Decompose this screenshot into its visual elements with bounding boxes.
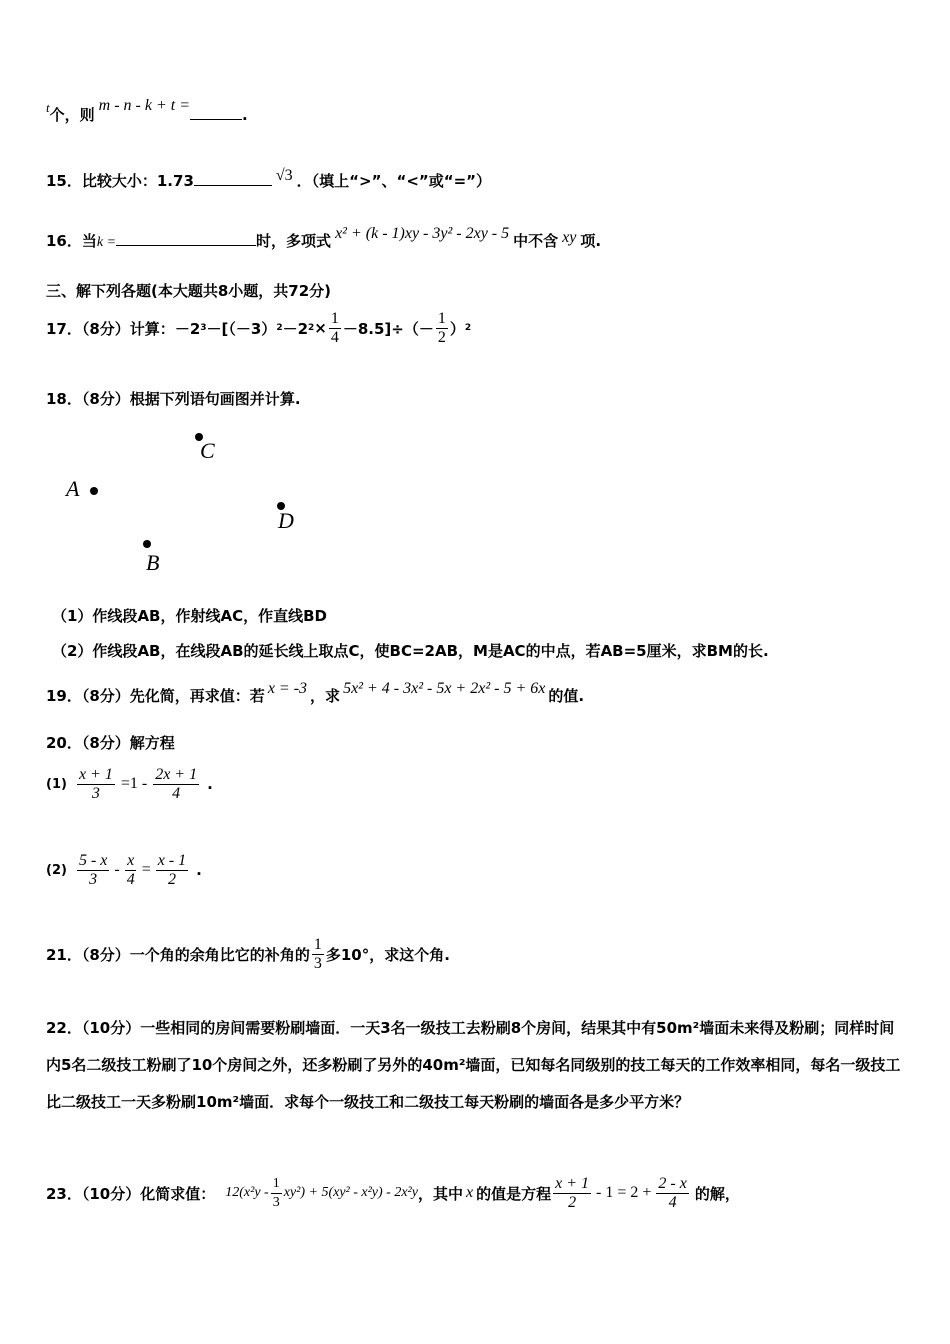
- point-c-label: C: [200, 438, 215, 463]
- question-16: 16．当k = 时，多项式 x² + (k - 1)xy - 3y² - 2xy - 5 中不含 xy 项.: [46, 225, 602, 250]
- question-22: 22．（10分）一些相同的房间需要粉刷墙面．一天3名一级技工去粉刷8个房间，结果其中有50m²墙面未来得及粉刷；同样时间内5名二级技工粉刷了10个房间之外，还多粉刷了另外的40m²墙面，已知每名同级别的技工每天的工作效率相同，每名一级技工比二级技工一天多粉刷10m²墙面．求每个一级技工和二级技工每天粉刷的墙面各是多少平方米？: [46, 1019, 901, 1111]
- question-23: 23．（10分）化简求值： 12(x²y - $\frac{1}{3}$ xy²) + 5(xy² - x²y) - 2x²y ，其中 x 的值是方程 $\frac{x + 1}{2}$ - 1 = 2 + $\frac{2 - x}{4}$ 的解，: [46, 1174, 740, 1211]
- point-b-dot: [143, 540, 151, 548]
- section-3-title: 三、解下列各题(本大题共8小题，共72分): [46, 282, 332, 300]
- question-20: 20．（8分）解方程: [46, 734, 175, 752]
- q14-tail: t个，则m - n - k + t =.: [46, 97, 248, 124]
- point-d-label: D: [278, 508, 294, 533]
- q19-expression: 5x² + 4 - 3x² - 5x + 2x² - 5 + 6x: [343, 680, 546, 697]
- answer-blank: [194, 185, 272, 186]
- q16-polynomial: x² + (k - 1)xy - 3y² - 2xy - 5: [335, 225, 510, 242]
- question-21: 21．（8分）一个角的余角比它的补角的 $\frac{1}{3}$ 多10°，求这个角.: [46, 935, 450, 972]
- equation-2: (2) $\frac{5 - x}{3}$ - $\frac{x}{4}$ = $\frac{x - 1}{2}$ .: [46, 851, 202, 888]
- fraction-1-4: $\frac{1}{4}$: [330, 309, 339, 346]
- q18-part-1: （1）作线段AB，作射线AC，作直线BD: [52, 607, 327, 625]
- point-a-dot: [90, 487, 98, 495]
- answer-blank: [190, 119, 242, 120]
- sqrt-3: √3: [275, 167, 293, 184]
- question-18: 18．（8分）根据下列语句画图并计算.: [46, 390, 301, 408]
- equation-1: (1) $\frac{x + 1}{3}$ =1 - $\frac{2x + 1}{4}$ .: [46, 765, 213, 802]
- q14-expression: m - n - k + t =: [98, 97, 190, 114]
- fraction-1-2: $\frac{1}{2}$: [437, 309, 446, 346]
- q18-part-2: （2）作线段AB，在线段AB的延长线上取点C，使BC=2AB，M是AC的中点，若AB=5厘米，求BM的长.: [52, 642, 769, 660]
- answer-blank: [116, 245, 256, 246]
- question-19: 19．（8分）先化简，再求值：若 x = -3 ，求 5x² + 4 - 3x² - 5x + 2x² - 5 + 6x 的值.: [46, 680, 585, 705]
- question-17: 17．（8分）计算： －2 3 －[（－3） 2 －2 2 × $\frac{1}{4}$ －8.5]÷（－ $\frac{1}{2}$ ） 2: [46, 309, 472, 346]
- point-b-label: B: [146, 550, 160, 575]
- point-a-label: A: [66, 476, 80, 501]
- question-15: 15．比较大小：1.73 √3 ．（填上“>”、“<”或“=”）: [46, 167, 492, 190]
- var-t: t: [46, 100, 50, 115]
